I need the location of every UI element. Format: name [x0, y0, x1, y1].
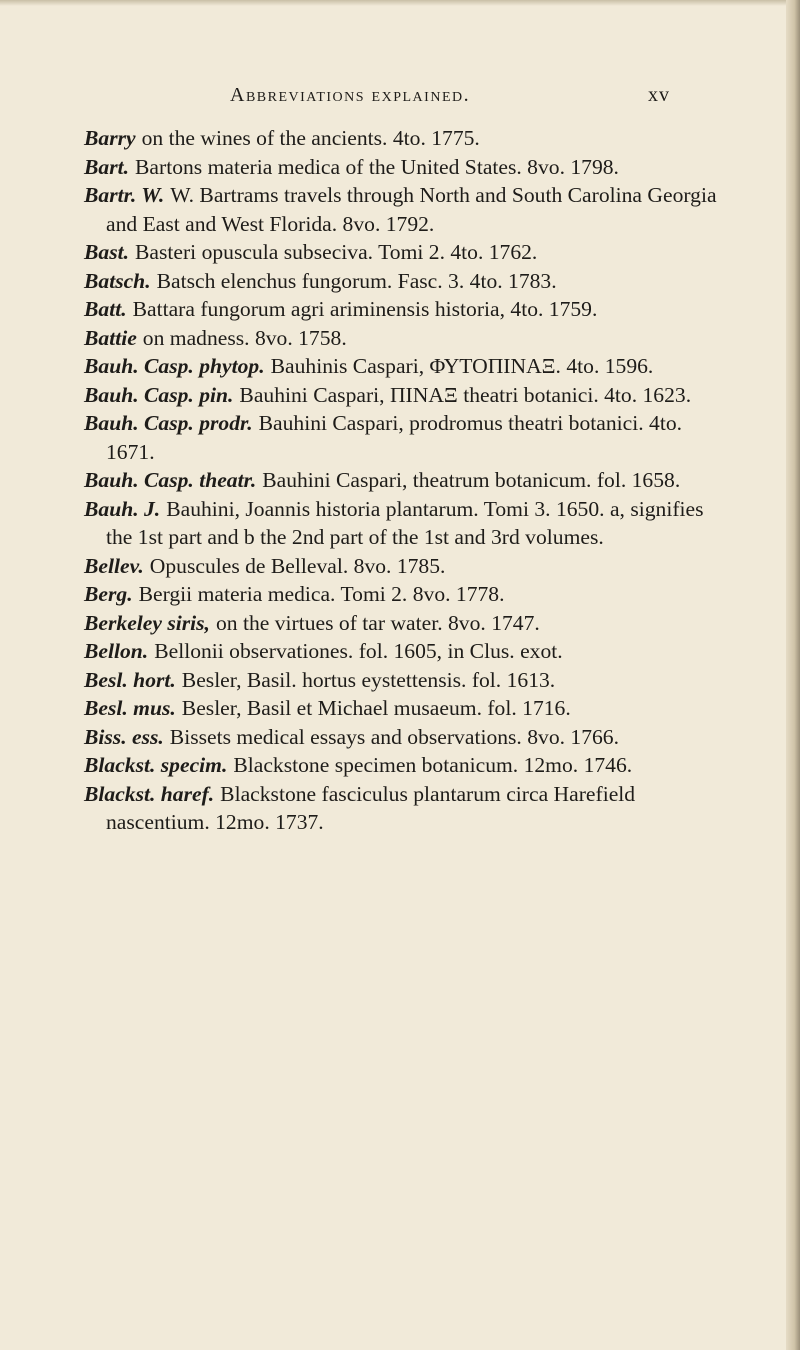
running-title: Abbreviations explained. — [230, 84, 471, 106]
running-header — [0, 84, 800, 114]
page-top-shadow — [0, 0, 800, 6]
abbreviation-entry — [84, 723, 724, 752]
entry-description: Bauhinis Caspari, ΦΥΤΟΠΙΝΑΞ. 4to. 1596. — [270, 354, 654, 378]
entry-description: Bartons materia medica of the United States. 8vo. 1798. — [135, 154, 619, 179]
entry-abbreviation: Blackst. specim. — [84, 753, 228, 777]
entry-abbreviation: Bauh. Casp. pin. — [84, 382, 234, 407]
entry-abbreviation: Bauh. Casp. theatr. — [84, 468, 257, 492]
entry-description: Batsch elenchus fungorum. Fasc. 3. 4to. 1783. — [156, 268, 557, 293]
page-number: xv — [648, 84, 670, 106]
abbreviation-entry — [84, 324, 724, 353]
entry-description: W. Bartrams travels through North and South Carolina Georgia and East and West Florida. 8vo. 1792. — [106, 183, 717, 236]
entry-description: Besler, Basil. hortus eystettensis. fol. 1613. — [181, 667, 556, 692]
abbreviation-entry — [84, 381, 724, 410]
abbreviation-entry — [84, 352, 724, 381]
entry-description: Blackstone fasciculus plantarum circa Harefield nascentium. 12mo. 1737. — [106, 781, 636, 834]
entry-abbreviation: Bartr. W. — [84, 183, 165, 207]
abbreviation-entry — [84, 609, 724, 638]
abbreviation-list — [84, 124, 724, 837]
entry-description: Battara fungorum agri ariminensis historia, 4to. 1759. — [132, 297, 598, 321]
entry-description: Opuscules de Belleval. 8vo. 1785. — [149, 553, 446, 578]
entry-description: Basteri opuscula subseciva. Tomi 2. 4to. 1762. — [135, 240, 538, 264]
entry-description: on madness. 8vo. 1758. — [142, 325, 347, 350]
entry-abbreviation: Battie — [84, 325, 137, 350]
abbreviation-entry — [84, 181, 724, 238]
entry-abbreviation: Berkeley siris, — [84, 610, 210, 635]
entry-description: Bissets medical essays and observations. 8vo. 1766. — [169, 724, 620, 749]
entry-abbreviation: Berg. — [84, 582, 133, 606]
abbreviation-entry — [84, 295, 724, 324]
entry-abbreviation: Bellon. — [84, 639, 149, 663]
abbreviation-entry — [84, 466, 724, 495]
entry-abbreviation: Besl. hort. — [84, 667, 176, 692]
entry-description: on the wines of the ancients. 4to. 1775. — [141, 126, 480, 150]
entry-abbreviation: Blackst. haref. — [84, 781, 215, 806]
entry-abbreviation: Bauh. Casp. phytop. — [84, 354, 265, 378]
entry-description: on the virtues of tar water. 8vo. 1747. — [215, 610, 540, 635]
entry-abbreviation: Bart. — [84, 154, 130, 179]
entry-description: Blackstone specimen botanicum. 12mo. 1746. — [233, 753, 633, 777]
abbreviation-entry — [84, 637, 724, 666]
page-edge-shadow — [786, 0, 800, 1350]
abbreviation-entry — [84, 124, 724, 153]
entry-abbreviation: Biss. ess. — [84, 724, 164, 749]
entry-description: Bergii materia medica. Tomi 2. 8vo. 1778. — [138, 582, 505, 606]
abbreviation-entry — [84, 694, 724, 723]
entry-abbreviation: Besl. mus. — [84, 696, 176, 720]
entry-description: Bauhini Caspari, theatrum botanicum. fol. 1658. — [262, 468, 681, 492]
entry-abbreviation: Bauh. Casp. prodr. — [84, 411, 253, 435]
abbreviation-entry — [84, 666, 724, 695]
abbreviation-entry — [84, 495, 724, 552]
entry-abbreviation: Bauh. J. — [84, 496, 161, 521]
entry-abbreviation: Barry — [84, 126, 136, 150]
abbreviation-entry — [84, 409, 724, 466]
entry-abbreviation: Bellev. — [84, 553, 144, 578]
abbreviation-entry — [84, 552, 724, 581]
abbreviation-entry — [84, 153, 724, 182]
abbreviation-entry — [84, 238, 724, 267]
abbreviation-entry — [84, 267, 724, 296]
entry-description: Bauhini Caspari, ΠΙΝΑΞ theatri botanici. 4to. 1623. — [239, 382, 692, 407]
abbreviation-entry — [84, 780, 724, 837]
entry-abbreviation: Batt. — [84, 297, 127, 321]
entry-abbreviation: Batsch. — [84, 268, 151, 293]
abbreviation-entry — [84, 751, 724, 780]
entry-abbreviation: Bast. — [84, 240, 130, 264]
entry-description: Bellonii observationes. fol. 1605, in Clus. exot. — [154, 639, 563, 663]
entry-description: Bauhini, Joannis historia plantarum. Tomi 3. 1650. a, signifies the 1st part and b the 2nd part of the 1st and 3rd volumes. — [106, 496, 704, 549]
abbreviation-entry — [84, 580, 724, 609]
entry-description: Besler, Basil et Michael musaeum. fol. 1716. — [181, 696, 571, 720]
entry-description: Bauhini Caspari, prodromus theatri botanici. 4to. 1671. — [106, 411, 683, 464]
